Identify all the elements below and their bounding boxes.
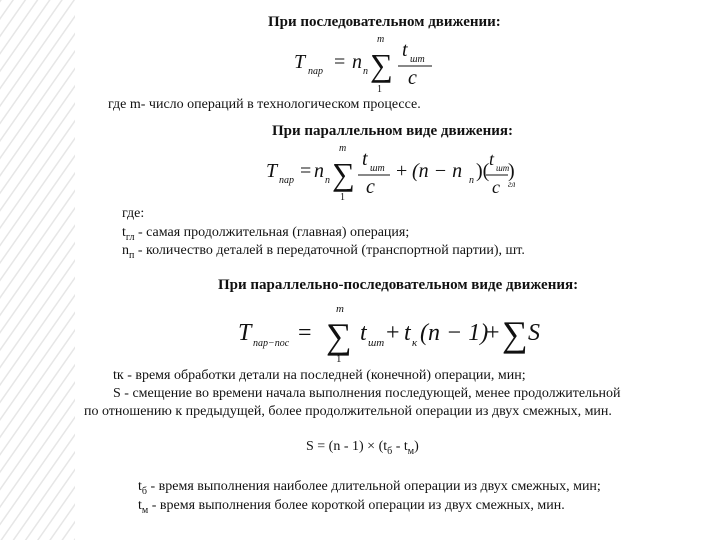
f2-num-var: t	[362, 148, 368, 170]
formula-par-seq	[232, 302, 552, 364]
f2-den2: c	[492, 177, 500, 197]
f2-close2: )	[508, 160, 515, 182]
f3-paren: (n − 1)	[420, 320, 489, 346]
s-formula	[306, 439, 419, 460]
line-tgl-sub: гл	[125, 231, 135, 243]
text-sequential-where: где m- число операций в технологическом процессе.	[108, 97, 421, 112]
f1-lhs-sub: пар	[308, 66, 323, 77]
f1-eq: =	[334, 51, 346, 73]
f3-sum-top: m	[336, 303, 344, 315]
f3-tk-sub: к	[412, 337, 418, 349]
f3-eq: =	[298, 320, 312, 346]
tb-sub: б	[141, 485, 147, 497]
f3-s-var: S	[528, 320, 540, 346]
f3-sum-bottom: 1	[336, 353, 342, 364]
f1-lhs-var: T	[294, 51, 306, 73]
tm-var: t	[138, 498, 142, 513]
s-line-1: S - смещение во времени начала выполнения последующей, менее продолжительной	[113, 386, 621, 401]
s-formula-prefix: S = (n - 1) × (t	[306, 439, 388, 454]
s-formula-sub1: б	[387, 445, 393, 457]
f3-sigma: ∑	[326, 316, 352, 356]
f3-plus1: +	[386, 320, 400, 346]
tb-line	[138, 479, 601, 500]
f2-sum-bottom: 1	[340, 192, 345, 203]
f1-sum-bottom: 1	[377, 84, 382, 95]
tb-rest: - время выполнения наиболее длительной операции из двух смежных, мин;	[146, 479, 601, 494]
tk-line: tк - время обработки детали на последней (конечной) операции, мин;	[113, 368, 526, 383]
line-np-sub: п	[129, 249, 135, 261]
f3-lhs-var: T	[238, 320, 252, 346]
f3-t1-sub: шт	[368, 337, 385, 349]
line-np	[122, 243, 525, 264]
f2-n-sub: п	[325, 175, 330, 186]
f3-lhs-sub: пар−пос	[253, 338, 290, 349]
f2-sum-top: m	[339, 143, 347, 154]
f2-sigma: ∑	[332, 156, 355, 192]
f2-num2-var: t	[489, 149, 495, 169]
f1-sum-top: m	[377, 34, 385, 45]
f2-paren-close: )(	[476, 160, 490, 182]
f2-lhs-var: T	[266, 160, 278, 182]
f3-sigma2: ∑	[502, 314, 528, 354]
f1-n: n	[352, 51, 362, 73]
heading-sequential: При последовательном движении:	[268, 14, 501, 30]
tm-line	[138, 498, 565, 519]
f2-paren-sub: п	[469, 175, 474, 186]
f2-tail-sub: гл	[508, 179, 516, 189]
decorative-side-stripes	[0, 0, 75, 540]
formula-sequential	[290, 34, 460, 96]
f2-num2-sub: шт	[496, 163, 510, 173]
line-np-rest: - количество деталей в передаточной (транспортной партии), шт.	[134, 243, 525, 258]
heading-parallel: При параллельном виде движения:	[272, 123, 513, 139]
tb-var: t	[138, 479, 142, 494]
f1-sigma: ∑	[370, 47, 393, 83]
heading-par-seq: При параллельно-последовательном виде движения:	[218, 277, 579, 293]
line-tgl-var: t	[122, 225, 126, 240]
where-label: где:	[122, 206, 145, 221]
f1-den: c	[408, 67, 417, 89]
s-line-2: по отношению к предыдущей, более продолжительной операции из двух смежных, мин.	[84, 404, 612, 419]
tm-rest: - время выполнения более короткой операции из двух смежных, мин.	[148, 498, 565, 513]
s-formula-sub2: м	[407, 445, 415, 457]
tm-sub: м	[141, 504, 149, 516]
f2-n: n	[314, 160, 324, 182]
f3-t1-var: t	[360, 320, 367, 346]
f2-lhs-sub: пар	[279, 175, 294, 186]
line-np-var: n	[122, 243, 129, 258]
f2-plus: +	[396, 160, 408, 182]
formula-parallel	[262, 143, 522, 203]
f2-den: c	[366, 176, 375, 198]
f2-num-sub: шт	[370, 163, 385, 174]
f2-paren-expr: (n − n	[412, 160, 463, 182]
line-tgl-rest: - самая продолжительная (главная) операция;	[134, 225, 410, 240]
f2-eq: =	[300, 160, 312, 182]
s-formula-suffix: )	[414, 439, 419, 454]
f1-n-sub: п	[363, 66, 368, 77]
f3-tk-var: t	[404, 320, 411, 346]
f1-num-var: t	[402, 39, 408, 61]
s-formula-mid: - t	[392, 439, 408, 454]
f1-num-sub: шт	[410, 54, 425, 65]
f3-plus2: +	[486, 320, 500, 346]
